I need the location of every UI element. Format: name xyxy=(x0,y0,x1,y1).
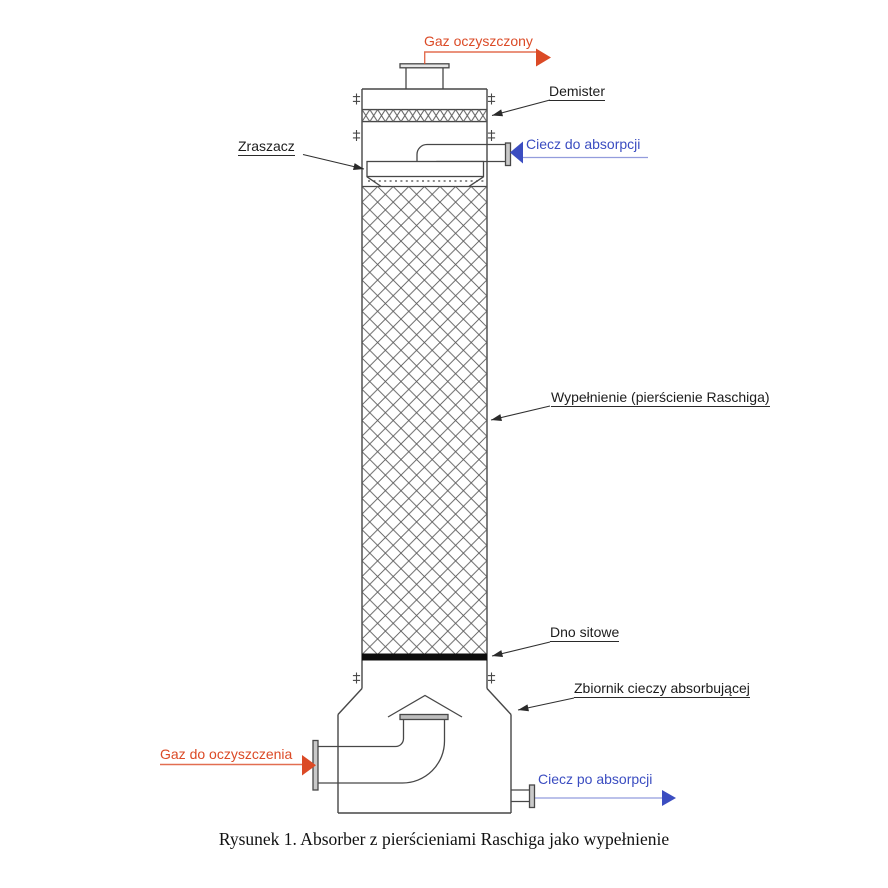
tank-label: Zbiornik cieczy absorbującej xyxy=(574,680,750,696)
demister-label: Demister xyxy=(549,83,606,99)
gas-inlet-pipe xyxy=(313,720,445,791)
sprinkler-label: Zraszacz xyxy=(238,138,295,154)
liquid-out-arrow-icon xyxy=(535,790,676,806)
liquid-outlet-nozzle xyxy=(511,785,535,808)
sieve-leader-arrow xyxy=(492,642,550,656)
packing-leader-arrow xyxy=(491,406,550,420)
sprinkler-leader-arrow xyxy=(303,155,364,170)
tank-leader-arrow xyxy=(518,698,574,710)
liquid-in-label: Ciecz do absorpcji xyxy=(526,136,641,152)
liquid-tank xyxy=(338,689,511,814)
packing-label: Wypełnienie (pierścienie Raschiga) xyxy=(551,389,770,405)
sieve-bottom-label: Dno sitowe xyxy=(550,624,620,640)
gas-outlet-nozzle xyxy=(400,64,449,89)
demister-band xyxy=(362,110,487,122)
gas-out-label: Gaz oczyszczony xyxy=(424,33,533,49)
liquid-out-label: Ciecz po absorpcji xyxy=(538,771,653,787)
demister-leader-arrow xyxy=(492,100,550,116)
gas-in-label: Gaz do oczyszczenia xyxy=(160,746,293,762)
packing-bed xyxy=(362,187,487,654)
sprinkler-tray xyxy=(362,162,487,187)
sieve-bottom-band xyxy=(362,654,487,661)
gas-deflector xyxy=(388,696,462,720)
figure-caption: Rysunek 1. Absorber z pierścieniami Raschiga jako wypełnienie xyxy=(218,829,670,849)
